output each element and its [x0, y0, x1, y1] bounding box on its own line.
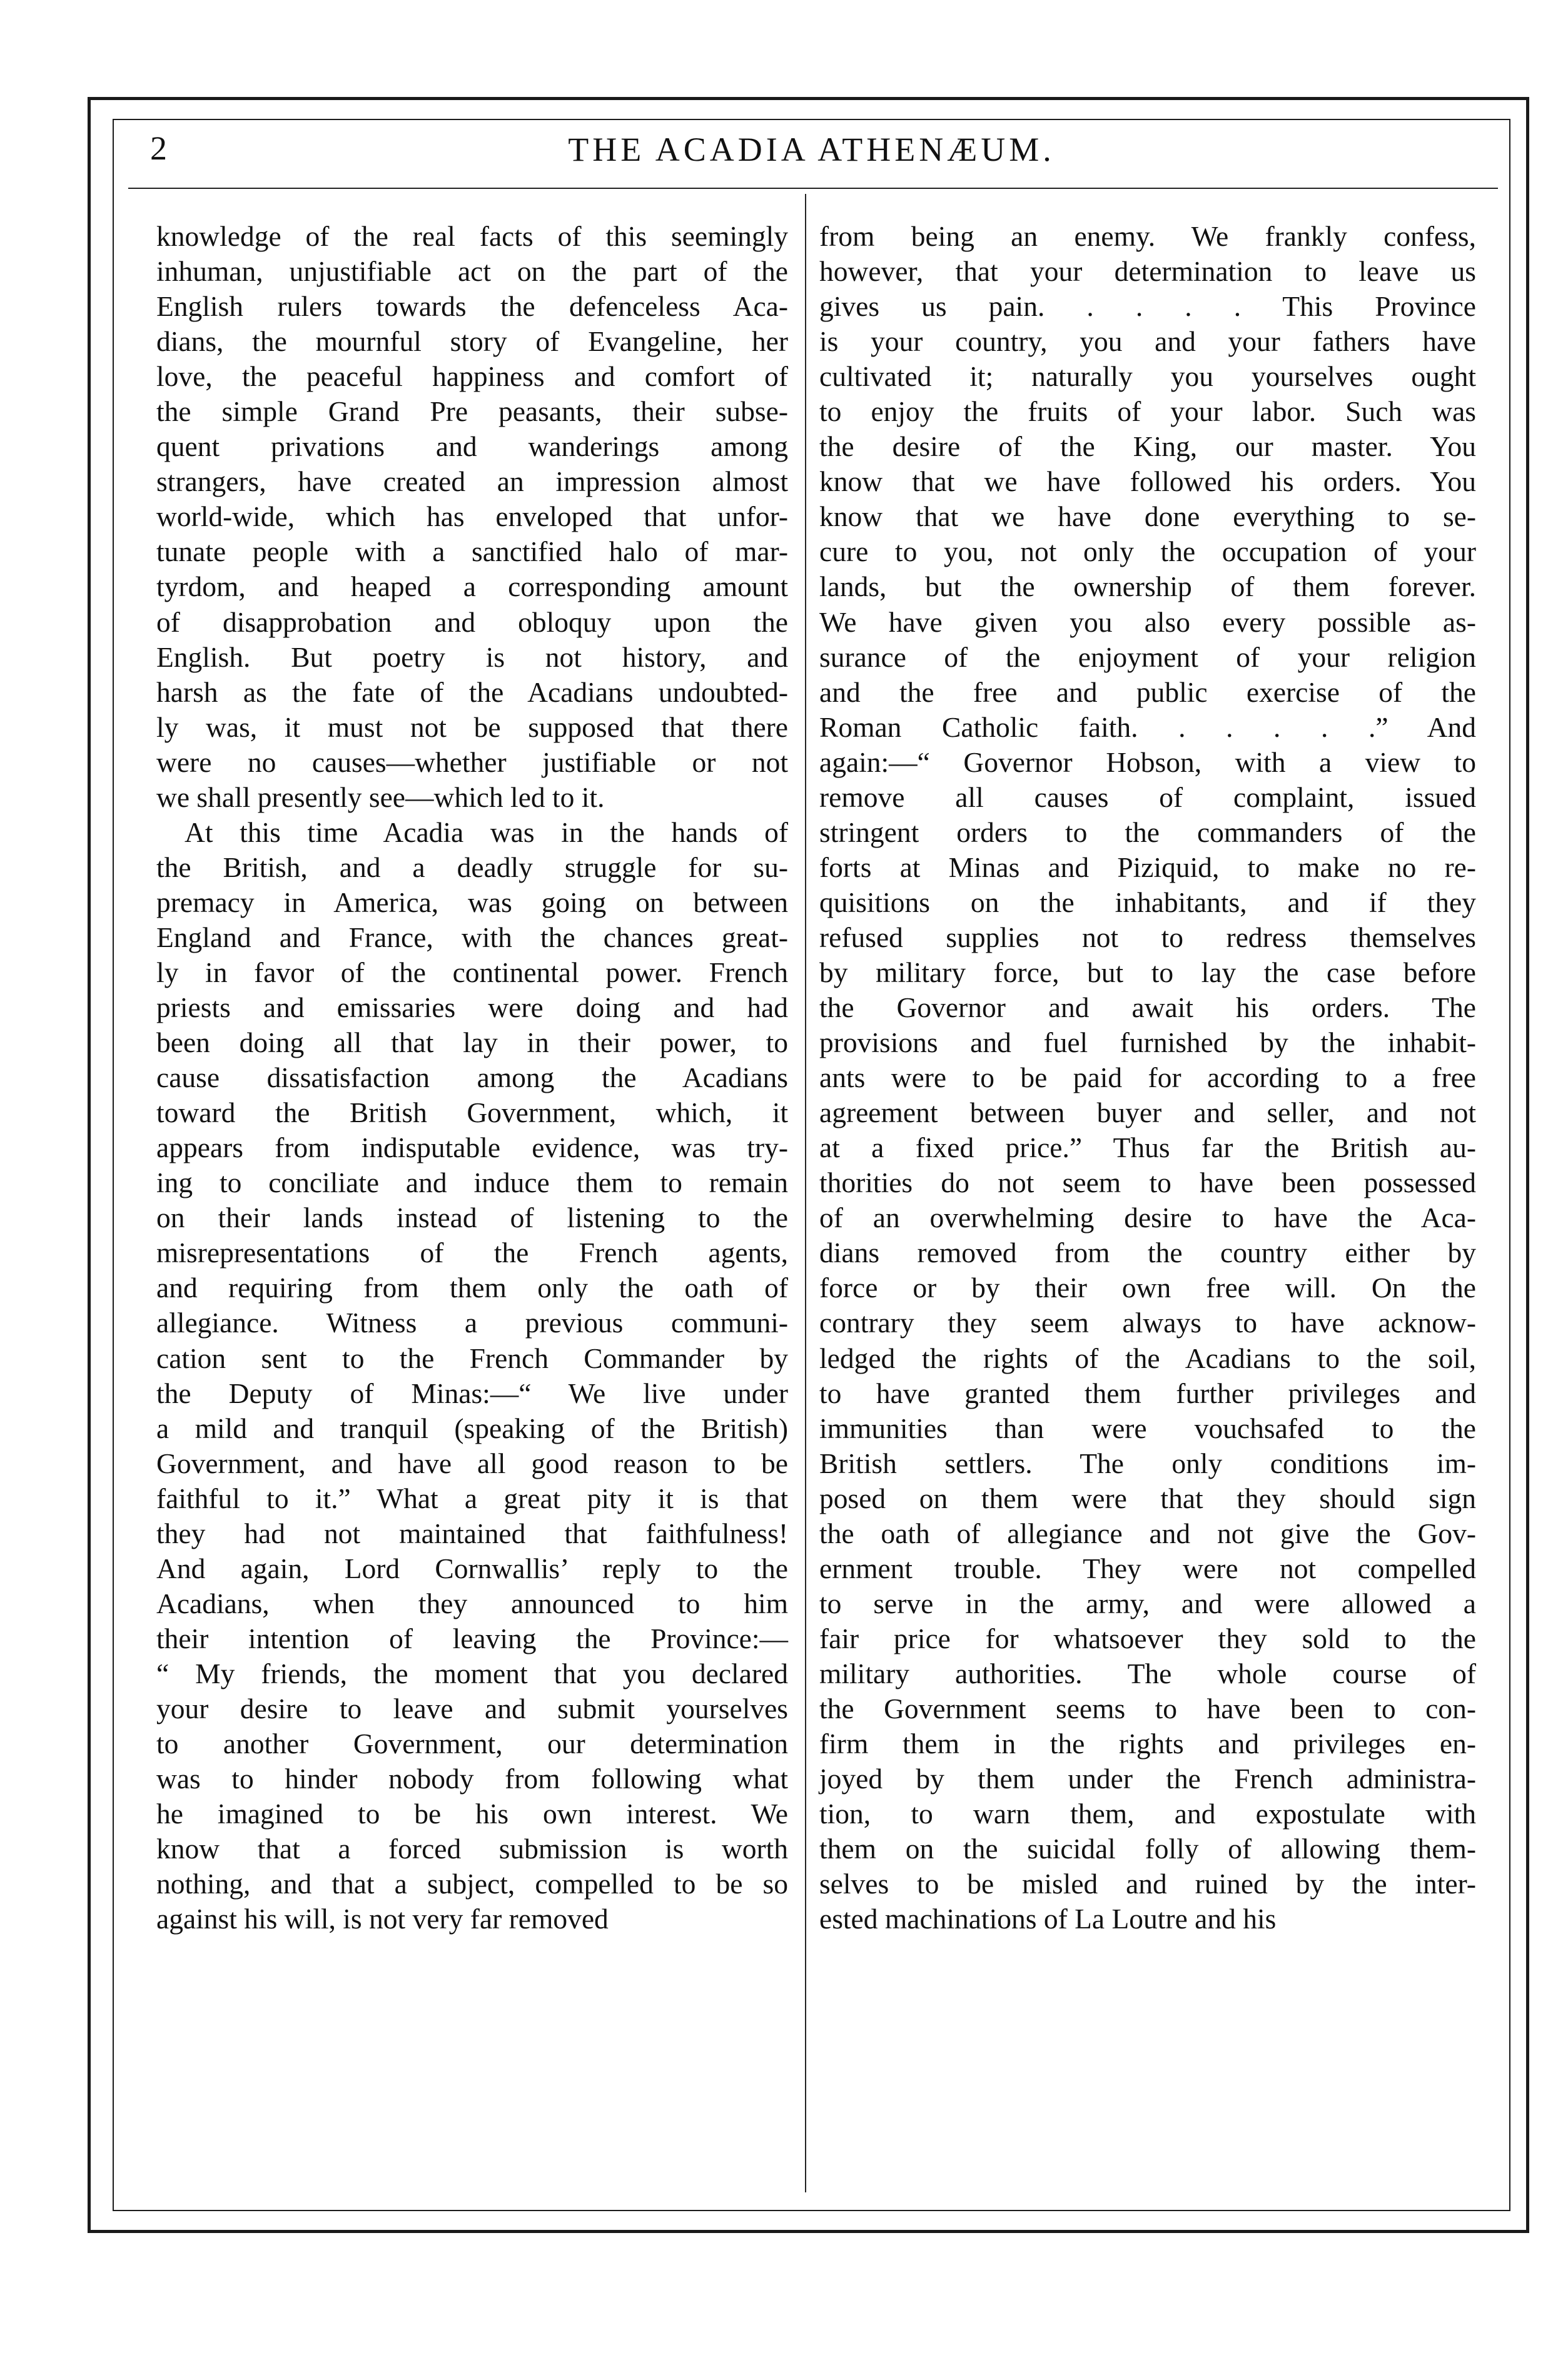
text-line: to have granted them further privileges and — [819, 1377, 1476, 1409]
text-line: ly was, it must not be supposed that there — [156, 711, 788, 743]
text-line: strangers, have created an impression almost — [156, 465, 788, 498]
text-line: fair price for whatsoever they sold to the — [819, 1622, 1476, 1654]
text-line: military authorities. The whole course of — [819, 1657, 1476, 1689]
page-header — [113, 125, 1510, 175]
text-line: dians removed from the country either by — [819, 1237, 1476, 1269]
text-line: from being an enemy. We frankly confess, — [819, 220, 1476, 252]
text-line: was to hinder nobody from following what — [156, 1763, 788, 1795]
text-line: We have given you also every possible as- — [819, 605, 1476, 638]
text-line: allegiance. Witness a previous communi- — [156, 1307, 788, 1339]
text-line: provisions and fuel furnished by the inhabit- — [819, 1026, 1476, 1059]
text-line: were no causes—whether justifiable or not — [156, 746, 788, 778]
text-line: of an overwhelming desire to have the Aca- — [819, 1202, 1476, 1234]
text-line: refused supplies not to redress themselves — [819, 921, 1476, 953]
text-line: ledged the rights of the Acadians to the soil, — [819, 1342, 1476, 1374]
text-line: inhuman, unjustifiable act on the part of the — [156, 255, 788, 288]
text-line: he imagined to be his own interest. We — [156, 1798, 788, 1830]
text-line: the British, and a deadly struggle for su- — [156, 851, 788, 883]
text-line: know that we have done everything to se- — [819, 500, 1476, 533]
text-line: they had not maintained that faithfulness! — [156, 1517, 788, 1549]
text-line: however, that your determination to leave us — [819, 255, 1476, 288]
text-line: again:—“ Governor Hobson, with a view to — [819, 746, 1476, 778]
text-line: is your country, you and your fathers have — [819, 325, 1476, 358]
text-line: premacy in America, was going on between — [156, 886, 788, 918]
text-line: English. But poetry is not history, and — [156, 641, 788, 673]
text-line: to another Government, our determination — [156, 1728, 788, 1760]
text-line: At this time Acadia was in the hands of — [185, 816, 788, 848]
text-line: joyed by them under the French administra- — [819, 1763, 1476, 1795]
text-line: been doing all that lay in their power, to — [156, 1026, 788, 1059]
text-line: contrary they seem always to have acknow- — [819, 1307, 1476, 1339]
text-line: world-wide, which has enveloped that unfor- — [156, 500, 788, 533]
text-line: and the free and public exercise of the — [819, 676, 1476, 708]
text-line: tion, to warn them, and expostulate with — [819, 1798, 1476, 1830]
text-line: stringent orders to the commanders of the — [819, 816, 1476, 848]
text-line: dians, the mournful story of Evangeline, her — [156, 325, 788, 358]
text-line: force or by their own free will. On the — [819, 1272, 1476, 1304]
text-line: faithful to it.” What a great pity it is that — [156, 1482, 788, 1514]
text-line: ernment trouble. They were not compelled — [819, 1552, 1476, 1584]
text-line: the desire of the King, our master. You — [819, 430, 1476, 463]
text-line: agreement between buyer and seller, and not — [819, 1096, 1476, 1129]
text-line: appears from indisputable evidence, was try- — [156, 1132, 788, 1164]
text-line: know that a forced submission is worth — [156, 1833, 788, 1865]
text-line: a mild and tranquil (speaking of the British) — [156, 1412, 788, 1444]
text-line: and requiring from them only the oath of — [156, 1272, 788, 1304]
text-line: the Governor and await his orders. The — [819, 991, 1476, 1024]
text-line: And again, Lord Cornwallis’ reply to the — [156, 1552, 788, 1584]
text-line: to serve in the army, and were allowed a — [819, 1587, 1476, 1619]
left-column — [156, 219, 788, 1937]
text-line: nothing, and that a subject, compelled to be so — [156, 1868, 788, 1900]
text-line: ants were to be paid for according to a free — [819, 1061, 1476, 1094]
page-number: 2 — [150, 129, 167, 167]
text-line: thorities do not seem to have been possessed — [819, 1167, 1476, 1199]
text-line: harsh as the fate of the Acadians undoubted- — [156, 676, 788, 708]
text-line: selves to be misled and ruined by the inter- — [819, 1868, 1476, 1900]
text-line: gives us pain. . . . . This Province — [819, 290, 1476, 323]
text-line: tunate people with a sanctified halo of mar- — [156, 535, 788, 568]
text-line: England and France, with the chances great- — [156, 921, 788, 953]
text-line: remove all causes of complaint, issued — [819, 781, 1476, 813]
text-line: the simple Grand Pre peasants, their subse- — [156, 395, 788, 428]
text-line: knowledge of the real facts of this seemingly — [156, 220, 788, 252]
text-line: cultivated it; naturally you yourselves ought — [819, 360, 1476, 393]
column-divider — [805, 194, 806, 2192]
text-line: toward the British Government, which, it — [156, 1096, 788, 1129]
text-line: lands, but the ownership of them forever. — [819, 570, 1476, 603]
text-line: quisitions on the inhabitants, and if they — [819, 886, 1476, 918]
text-line: on their lands instead of listening to the — [156, 1202, 788, 1234]
text-line: British settlers. The only conditions im- — [819, 1447, 1476, 1479]
text-line: cause dissatisfaction among the Acadians — [156, 1061, 788, 1094]
text-line: ing to conciliate and induce them to remain — [156, 1167, 788, 1199]
text-line: against his will, is not very far removed — [156, 1903, 609, 1935]
text-line: we shall presently see—which led to it. — [156, 781, 605, 813]
text-line: firm them in the rights and privileges en- — [819, 1728, 1476, 1760]
text-line: love, the peaceful happiness and comfort of — [156, 360, 788, 393]
text-line: Roman Catholic faith. . . . . .” And — [819, 711, 1476, 743]
text-line: forts at Minas and Piziquid, to make no re- — [819, 851, 1476, 883]
text-line: quent privations and wanderings among — [156, 430, 788, 463]
text-line: ested machinations of La Loutre and his — [819, 1903, 1277, 1935]
text-line: your desire to leave and submit yourselves — [156, 1692, 788, 1724]
running-title: THE ACADIA ATHENÆUM. — [568, 131, 1055, 168]
text-line: at a fixed price.” Thus far the British au- — [819, 1132, 1476, 1164]
text-line: cure to you, not only the occupation of your — [819, 535, 1476, 568]
header-rule — [128, 188, 1498, 189]
text-line: cation sent to the French Commander by — [156, 1342, 788, 1374]
text-line: the Government seems to have been to con- — [819, 1692, 1476, 1724]
text-line: misrepresentations of the French agents, — [156, 1237, 788, 1269]
text-line: ly in favor of the continental power. French — [156, 956, 788, 988]
right-column — [819, 219, 1476, 1937]
text-line: know that we have followed his orders. You — [819, 465, 1476, 498]
text-line: tyrdom, and heaped a corresponding amount — [156, 570, 788, 603]
text-line: “ My friends, the moment that you declared — [156, 1657, 788, 1689]
text-line: the oath of allegiance and not give the Gov- — [819, 1517, 1476, 1549]
text-line: the Deputy of Minas:—“ We live under — [156, 1377, 788, 1409]
text-line: English rulers towards the defenceless Aca- — [156, 290, 788, 323]
text-line: to enjoy the fruits of your labor. Such was — [819, 395, 1476, 428]
text-line: by military force, but to lay the case before — [819, 956, 1476, 988]
text-line: Government, and have all good reason to be — [156, 1447, 788, 1479]
text-line: Acadians, when they announced to him — [156, 1587, 788, 1619]
text-line: them on the suicidal folly of allowing them- — [819, 1833, 1476, 1865]
text-line: of disapprobation and obloquy upon the — [156, 605, 788, 638]
text-line: their intention of leaving the Province:— — [156, 1622, 788, 1654]
text-line: immunities than were vouchsafed to the — [819, 1412, 1476, 1444]
text-line: priests and emissaries were doing and had — [156, 991, 788, 1024]
text-line: surance of the enjoyment of your religion — [819, 641, 1476, 673]
text-line: posed on them were that they should sign — [819, 1482, 1476, 1514]
